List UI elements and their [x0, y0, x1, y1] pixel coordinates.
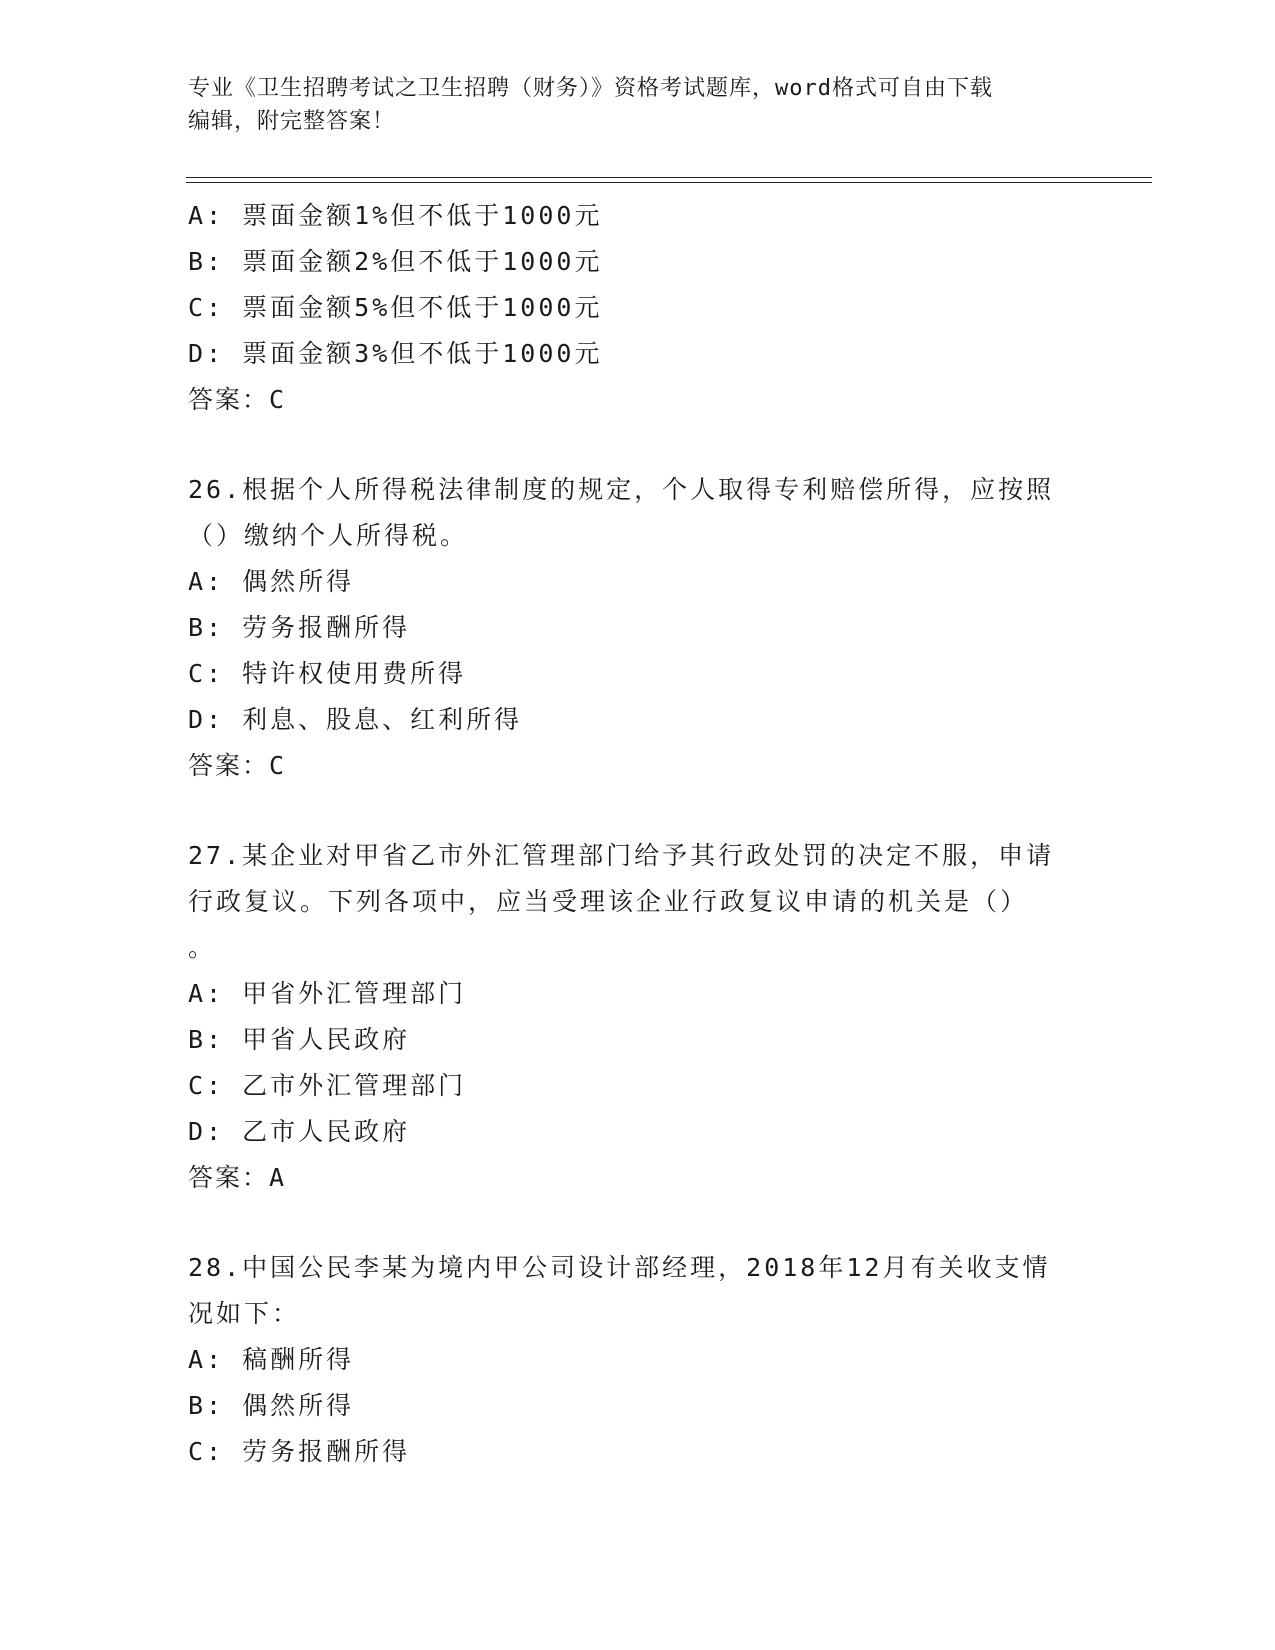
option-d: D: 乙市人民政府 [188, 1117, 411, 1146]
header-line-1: 专业《卫生招聘考试之卫生招聘（财务）》资格考试题库，word格式可自由下载 [188, 76, 993, 101]
option-b: B: 票面金额2%但不低于1000元 [188, 247, 603, 276]
header-divider-bottom [186, 182, 1152, 183]
question-26 [188, 467, 1088, 789]
option-c: C: 票面金额5%但不低于1000元 [188, 293, 603, 322]
option-a: A: 稿酬所得 [188, 1345, 355, 1374]
option-b: B: 劳务报酬所得 [188, 613, 411, 642]
option-c: C: 劳务报酬所得 [188, 1437, 411, 1466]
option-b: B: 偶然所得 [188, 1391, 355, 1420]
question-stem-line-1: 28.中国公民李某为境内甲公司设计部经理，2018年12月有关收支情 [188, 1253, 1051, 1282]
question-27 [188, 833, 1088, 1201]
question-list [188, 193, 1088, 1475]
question-stem-line-1: 27.某企业对甲省乙市外汇管理部门给予其行政处罚的决定不服，申请 [188, 841, 1055, 870]
question-28 [188, 1245, 1088, 1475]
document-header [188, 72, 1088, 138]
answer: 答案：A [188, 1163, 287, 1192]
option-c: C: 乙市外汇管理部门 [188, 1071, 467, 1100]
question-25 [188, 193, 1088, 423]
option-a: A: 甲省外汇管理部门 [188, 979, 467, 1008]
option-d: D: 利息、股息、红利所得 [188, 705, 523, 734]
option-c: C: 特许权使用费所得 [188, 659, 467, 688]
question-stem-line-3: 。 [188, 933, 217, 962]
option-a: A: 票面金额1%但不低于1000元 [188, 201, 603, 230]
option-a: A: 偶然所得 [188, 567, 355, 596]
header-divider-top [186, 177, 1152, 178]
question-stem-line-2: 况如下： [188, 1299, 301, 1328]
answer: 答案：C [188, 751, 287, 780]
question-stem: 26.根据个人所得税法律制度的规定，个人取得专利赔偿所得，应按照（）缴纳个人所得税。 [188, 475, 1055, 550]
header-line-2: 编辑，附完整答案！ [188, 109, 396, 134]
option-b: B: 甲省人民政府 [188, 1025, 411, 1054]
option-d: D: 票面金额3%但不低于1000元 [188, 339, 603, 368]
question-stem-line-2: 行政复议。下列各项中，应当受理该企业行政复议申请的机关是（） [188, 887, 1029, 916]
answer: 答案：C [188, 385, 287, 414]
